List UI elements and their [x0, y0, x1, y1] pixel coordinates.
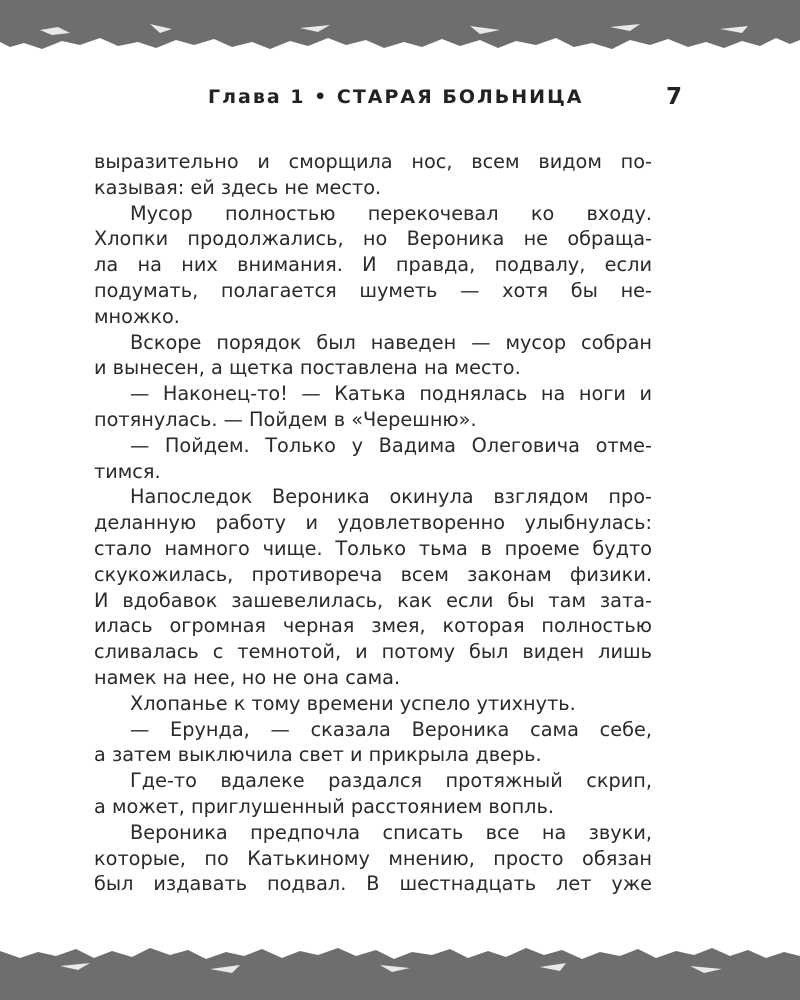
- text-line: сливалась с темнотой, и потому был виден лишь: [94, 640, 652, 664]
- text-line: деланную работу и удовлетворенно улыбнулась:: [94, 511, 652, 535]
- text-line: подумать, полагается шуметь — хотя бы не-: [94, 278, 652, 302]
- text-line: Мусор полностью перекочевал ко входу.: [130, 201, 652, 225]
- running-head: [0, 84, 800, 114]
- text-line: И вдобавок зашевелилась, как если бы там зата-: [94, 588, 652, 612]
- bottom-grunge-band: [0, 936, 800, 1000]
- text-line: которые, по Катькиному мнению, просто обязан: [94, 846, 652, 870]
- text-line: множко.: [94, 304, 180, 328]
- text-line: Где-то вдалеке раздался протяжный скрип,: [130, 769, 652, 793]
- top-grunge-band: [0, 0, 800, 62]
- text-line: Напоследок Вероника окинула взглядом про-: [130, 485, 652, 509]
- text-line: илась огромная черная змея, которая полностью: [94, 614, 652, 638]
- text-line: — Наконец-то! — Катька поднялась на ноги и: [130, 382, 652, 406]
- text-line: тимся.: [94, 459, 161, 483]
- text-line: Вскоре порядок был наведен — мусор собран: [130, 330, 652, 354]
- text-line: — Ерунда, — сказала Вероника сама себе,: [130, 717, 652, 741]
- text-line: выразительно и сморщила нос, всем видом по-: [94, 150, 652, 173]
- text-line: стало намного чище. Только тьма в проеме будто: [94, 536, 652, 560]
- page-number: 7: [666, 84, 683, 110]
- text-line: Хлопанье к тому времени успело утихнуть.: [130, 691, 576, 715]
- text-line: Вероника предпочла списать все на звуки,: [130, 820, 652, 844]
- text-line: потянулась. — Пойдем в «Черешню».: [94, 407, 477, 431]
- text-line: ла на них внимания. И правда, подвалу, если: [94, 253, 652, 277]
- text-line: а может, приглушенный расстоянием вопль.: [94, 794, 554, 818]
- text-line: и вынесен, а щетка поставлена на место.: [94, 356, 521, 380]
- text-line: скукожилась, противореча всем законам физики.: [94, 562, 652, 586]
- text-line: был издавать подвал. В шестнадцать лет уже: [94, 872, 652, 896]
- chapter-title: Глава 1 • СТАРАЯ БОЛЬНИЦА: [208, 86, 584, 108]
- text-line: Хлопки продолжались, но Вероника не обраща-: [94, 227, 652, 251]
- text-line: намек на нее, но не она сама.: [94, 665, 401, 689]
- text-line: казывая: ей здесь не место.: [94, 175, 382, 199]
- text-line: а затем выключила свет и прикрыла дверь.: [94, 743, 542, 767]
- text-line: — Пойдем. Только у Вадима Олеговича отме-: [130, 433, 652, 457]
- body-text: [94, 149, 652, 897]
